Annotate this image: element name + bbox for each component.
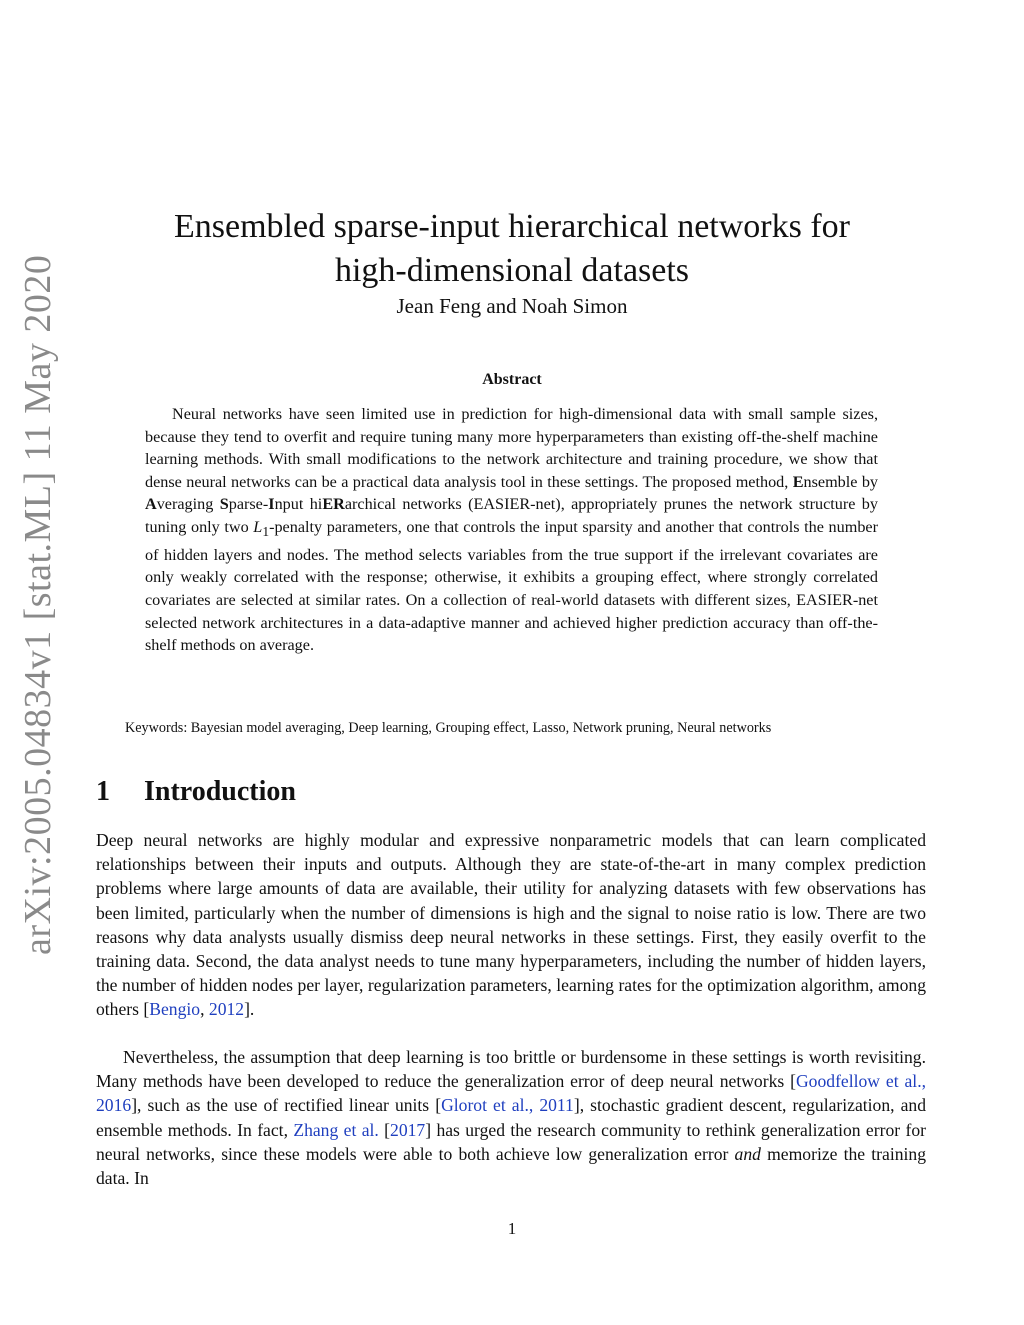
acronym-letter-i: I: [268, 495, 275, 514]
author-list: Jean Feng and Noah Simon: [396, 294, 628, 318]
citation-separator: ,: [200, 999, 209, 1020]
paragraph-text: ], such as the use of rectified linear units [: [131, 1095, 442, 1116]
l1-subscript: 1: [262, 524, 270, 540]
paragraph-text: ] has urged the research community to rethink generalization error for neural networks, since these models were able to both achieve low generalization error: [96, 1119, 926, 1164]
paragraph-text: memorize the training data. In: [96, 1143, 926, 1189]
paragraph-text: ].: [244, 999, 255, 1020]
acronym-text: nput hi: [274, 495, 323, 514]
section-number: 1: [96, 776, 110, 807]
citation-link-bengio[interactable]: Bengio: [149, 999, 201, 1020]
abstract-text-part-1: Neural networks have seen limited use in prediction for high-dimensional data with small sample sizes, because they tend to overfit and require tuning many more hyperparameters than existing off-the-shelf machine learning methods. With small modifications to the network architecture and training procedure, we show that dense neural networks can be a practical data analysis tool in these settings. The proposed method,: [145, 405, 878, 491]
acronym-letter-a: A: [145, 495, 157, 514]
abstract-text-continued: archical networks (EASIER-net), appropriately prunes the network structure by tuning only two: [145, 495, 878, 536]
paper-title-line-2: high-dimensional datasets: [334, 251, 690, 289]
keywords-line: Keywords: Bayesian model averaging, Deep learning, Grouping effect, Lasso, Network pruning, Neural networks: [125, 720, 772, 736]
citation-link-zhang-year[interactable]: 2017: [390, 1119, 426, 1140]
l1-symbol: L: [253, 517, 263, 536]
acronym-text: veraging: [156, 495, 220, 514]
acronym-letter-s: S: [219, 495, 229, 514]
paper-title: [0, 205, 1024, 293]
paper-title-line-1: Ensembled sparse-input hierarchical networks for: [174, 207, 850, 245]
citation-link-zhang[interactable]: Zhang et al.: [293, 1119, 379, 1140]
section-heading-introduction: [96, 776, 296, 808]
arxiv-identifier: arXiv:2005.04834v1 [stat.ML] 11 May 2020: [17, 254, 59, 955]
abstract-body: [145, 403, 878, 657]
paragraph-text: Nevertheless, the assumption that deep learning is too brittle or burdensome in these settings is worth revisiting. Many methods have been developed to reduce the generalization error of deep neural networks [: [96, 1047, 926, 1092]
acronym-letters-er: ER: [322, 495, 345, 514]
paragraph-text: ], stochastic gradient descent, regularization, and ensemble methods. In fact,: [96, 1095, 926, 1140]
citation-link-goodfellow[interactable]: Goodfellow et al., 2016: [96, 1071, 926, 1116]
citation-link-glorot[interactable]: Glorot et al., 2011: [441, 1095, 574, 1116]
intro-paragraph-2: [96, 1045, 926, 1190]
citation-link-bengio-year[interactable]: 2012: [208, 999, 245, 1020]
acronym-text: nsemble by: [803, 472, 879, 491]
section-title: Introduction: [144, 776, 296, 807]
abstract-text-part-2: -penalty parameters, one that controls the input sparsity and another that controls the number of hidden layers and nodes. The method selects variables from the true support if the irrelevant covariates are only weakly correlated with the response; otherwise, it exhibits a grouping effect, where strongly correlated covariates are selected at similar rates. On a collection of real-world datasets with different sizes, EASIER-net selected network architectures in a data-adaptive manner and achieved higher prediction accuracy than off-the-shelf methods on average.: [145, 517, 878, 655]
page-number: 1: [507, 1219, 517, 1238]
acronym-text: parse-: [228, 495, 269, 514]
emphasis-and: and: [734, 1143, 761, 1164]
paragraph-text: [: [378, 1119, 391, 1140]
abstract-heading: Abstract: [482, 371, 542, 388]
intro-paragraph-1: [96, 828, 926, 1022]
acronym-letter-e: E: [792, 472, 804, 491]
paragraph-text: Deep neural networks are highly modular and expressive nonparametric models that can learn complicated relationships between their inputs and outputs. Although they are state-of-the-art in many complex prediction problems where large amounts of data are available, their utility for analyzing datasets with few observations has been limited, particularly when the number of dimensions is high and the signal to noise ratio is low. There are two reasons why data analysts usually dismiss deep neural networks in these settings. First, they easily overfit to the training data. Second, the data analyst needs to tune many hyperparameters, including the number of hidden layers, the number of hidden nodes per layer, regularization parameters, learning rates for the optimization algorithm, among others [: [96, 830, 926, 1020]
